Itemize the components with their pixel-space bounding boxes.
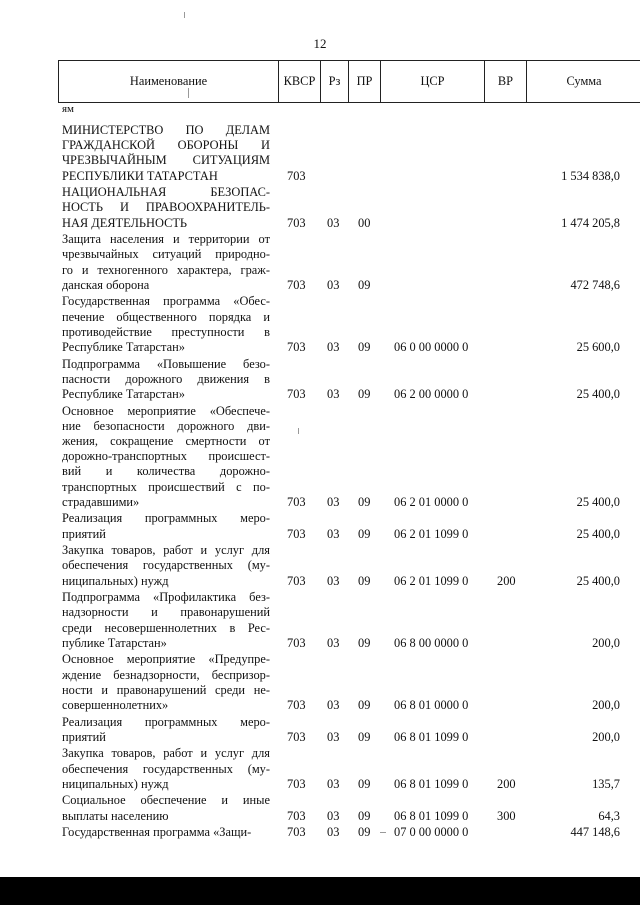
row-name-line: Реализация программных меро- — [62, 511, 270, 526]
row-name-line: Государственная программа «Обес- — [62, 294, 270, 309]
header-name: Наименование — [59, 61, 279, 102]
row-name — [62, 232, 270, 293]
sum-cell: 25 400,0 — [576, 386, 620, 401]
csr-cell: 06 8 00 0000 0 — [394, 635, 469, 650]
csr-cell: 06 0 00 0000 0 — [394, 339, 469, 354]
row-name — [62, 294, 270, 355]
row-name — [62, 746, 270, 792]
row-name-line: приятий — [62, 729, 106, 744]
row-name-line: Социальное обеспечение и иные — [62, 793, 270, 808]
row-name-line: надзорности и правонарушений — [62, 605, 270, 620]
kvsr-cell: 703 — [287, 215, 306, 230]
row-name — [62, 825, 270, 840]
row-name-line: ние безопасности дорожного дви- — [62, 418, 270, 433]
rz-cell: 03 — [327, 339, 340, 354]
row-name-line: ниципальных) нужд — [62, 573, 169, 588]
rz-cell: 03 — [327, 697, 340, 712]
row-name-line: обеспечения государственных (му- — [62, 761, 270, 776]
row-name-line: Основное мероприятие «Обеспече- — [62, 403, 270, 418]
page-number: 12 — [313, 36, 327, 51]
sum-cell: 200,0 — [592, 635, 620, 650]
table-row — [0, 404, 640, 510]
csr-cell: 06 2 01 1099 0 — [394, 526, 469, 541]
pr-cell: 09 — [358, 573, 371, 588]
sum-cell: 64,3 — [598, 808, 620, 823]
vr-cell: 300 — [497, 808, 516, 823]
sum-cell: 200,0 — [592, 729, 620, 744]
vr-cell: 200 — [497, 776, 516, 791]
rz-cell: 03 — [327, 526, 340, 541]
row-name-line: страдавшими» — [62, 494, 140, 509]
row-name-line: жения, сокращение смертности от — [62, 434, 270, 448]
csr-cell: 06 8 01 1099 0 — [394, 808, 469, 823]
row-name-line: МИНИСТЕРСТВО ПО ДЕЛАМ — [62, 123, 270, 137]
row-name-line: Подпрограмма «Профилактика без- — [62, 590, 270, 605]
table-row — [0, 232, 640, 293]
row-name — [62, 652, 270, 713]
pr-cell: 09 — [358, 277, 371, 292]
sum-cell: 25 400,0 — [576, 526, 620, 541]
sum-cell: 25 600,0 — [576, 339, 620, 354]
rz-cell: 03 — [327, 808, 340, 823]
pr-cell: 09 — [358, 697, 371, 712]
table-row — [0, 793, 640, 823]
sum-cell: 25 400,0 — [576, 494, 620, 509]
rz-cell: 03 — [327, 635, 340, 650]
row-name-line: Закупка товаров, работ и услуг для — [62, 543, 270, 558]
csr-cell: 07 0 00 0000 0 — [394, 825, 469, 840]
vr-cell: 200 — [497, 573, 516, 588]
row-name — [62, 715, 270, 745]
table-row — [0, 294, 640, 355]
header-kvsr: КВСР — [279, 61, 321, 102]
row-name-line: ЧРЕЗВЫЧАЙНЫМ СИТУАЦИЯМ — [62, 153, 270, 168]
row-name-line: ждение безнадзорности, беспризор- — [62, 667, 270, 682]
row-name — [62, 357, 270, 403]
row-name-line: ГРАЖДАНСКОЙ ОБОРОНЫ И — [62, 138, 270, 153]
row-name-line: противодействие преступности в — [62, 324, 270, 339]
kvsr-cell: 703 — [287, 808, 306, 823]
row-name — [62, 590, 270, 651]
kvsr-cell: 703 — [287, 825, 306, 840]
row-name-line: вий и количества дорожно- — [62, 464, 270, 479]
row-name-line: Основное мероприятие «Предупре- — [62, 652, 270, 667]
header-sum: Сумма — [566, 74, 602, 88]
rz-cell: 03 — [327, 386, 340, 401]
csr-cell: 06 2 00 0000 0 — [394, 386, 469, 401]
kvsr-cell: 703 — [287, 776, 306, 791]
sum-cell: 472 748,6 — [570, 277, 620, 292]
scan-speck — [298, 428, 299, 434]
row-name — [62, 793, 270, 823]
pr-cell: 00 — [358, 215, 371, 230]
row-name — [62, 123, 270, 184]
kvsr-cell: 703 — [287, 386, 306, 401]
table-row — [0, 185, 640, 231]
row-name-line: Республике Татарстан» — [62, 340, 185, 354]
pr-cell: 09 — [358, 808, 371, 823]
row-name — [62, 543, 270, 589]
sum-cell: 25 400,0 — [576, 573, 620, 588]
header-csr: ЦСР — [381, 61, 485, 102]
table-row-fragment — [0, 103, 640, 117]
fragment-text: ям — [62, 103, 75, 115]
row-name-line: приятий — [62, 526, 106, 541]
row-name-line: го и техногенного характера, граж- — [62, 262, 270, 277]
row-name-line: транспортных происшествий с по- — [62, 479, 270, 494]
row-name-line: публике Татарстан» — [62, 635, 167, 650]
row-name-line: ности и правонарушений среди не- — [62, 682, 270, 697]
rz-cell: 03 — [327, 729, 340, 744]
row-name-line: дорожно-транспортных происшест- — [62, 449, 270, 464]
row-name-line: Закупка товаров, работ и услуг для — [62, 746, 270, 761]
table-row — [0, 123, 640, 184]
row-name — [62, 185, 270, 231]
table-row — [0, 715, 640, 745]
table-row — [0, 652, 640, 713]
kvsr-cell: 703 — [287, 635, 306, 650]
sum-cell: 447 148,6 — [570, 825, 620, 840]
pr-cell: 09 — [358, 339, 371, 354]
row-name-line: РЕСПУБЛИКИ ТАТАРСТАН — [62, 168, 218, 183]
kvsr-cell: 703 — [287, 573, 306, 588]
scan-speck — [188, 88, 189, 98]
csr-cell: 06 2 01 0000 0 — [394, 494, 469, 509]
row-name-line: ниципальных) нужд — [62, 776, 169, 791]
scan-border — [0, 877, 640, 905]
row-name-line: печение общественного порядка и — [62, 309, 270, 324]
csr-cell: 06 2 01 1099 0 — [394, 573, 469, 588]
header-rz: Рз — [321, 61, 349, 102]
row-name-line: данская оборона — [62, 277, 150, 292]
pr-cell: 09 — [358, 386, 371, 401]
scan-speck — [184, 12, 185, 18]
csr-cell: 06 8 01 0000 0 — [394, 697, 469, 712]
row-name-line: Государственная программа «Защи- — [62, 825, 252, 840]
rz-cell: 03 — [327, 776, 340, 791]
sum-cell: 135,7 — [592, 776, 620, 791]
sum-cell: 200,0 — [592, 697, 620, 712]
rz-cell: 03 — [327, 494, 340, 509]
table-row — [0, 825, 640, 840]
row-name-line: НОСТЬ И ПРАВООХРАНИТЕЛЬ- — [62, 200, 270, 215]
table-row — [0, 543, 640, 589]
table-row — [0, 357, 640, 403]
sum-cell: 1 474 205,8 — [561, 215, 620, 230]
pr-cell: 09 — [358, 825, 371, 840]
header-vr: ВР — [485, 61, 527, 102]
table-row — [0, 746, 640, 792]
kvsr-cell: 703 — [287, 526, 306, 541]
table-header — [58, 60, 640, 103]
row-name-line: Реализация программных меро- — [62, 714, 270, 729]
row-name-line: пасности дорожного движения в — [62, 371, 270, 386]
row-name-line: совершеннолетних» — [62, 698, 169, 712]
row-name-line: Защита населения и территории от — [62, 232, 270, 247]
csr-cell: 06 8 01 1099 0 — [394, 776, 469, 791]
row-name-line: НАЯ ДЕЯТЕЛЬНОСТЬ — [62, 215, 188, 230]
pr-cell: 09 — [358, 729, 371, 744]
kvsr-cell: 703 — [287, 168, 306, 183]
pr-cell: 09 — [358, 526, 371, 541]
header-pr: ПР — [349, 61, 381, 102]
table-row — [0, 590, 640, 651]
pr-cell: 09 — [358, 776, 371, 791]
pr-cell: 09 — [358, 635, 371, 650]
row-name-line: выплаты населению — [62, 808, 169, 823]
row-name — [62, 511, 270, 541]
row-name-line: чрезвычайных ситуаций природно- — [62, 247, 270, 262]
kvsr-cell: 703 — [287, 277, 306, 292]
row-name-line: Республике Татарстан» — [62, 387, 185, 401]
row-name-line: Подпрограмма «Повышение безо- — [62, 356, 270, 371]
csr-cell: 06 8 01 1099 0 — [394, 729, 469, 744]
kvsr-cell: 703 — [287, 339, 306, 354]
sum-cell: 1 534 838,0 — [561, 168, 620, 183]
rz-cell: 03 — [327, 825, 340, 840]
row-name-line: НАЦИОНАЛЬНАЯ БЕЗОПАС- — [62, 185, 270, 200]
rz-cell: 03 — [327, 277, 340, 292]
pr-cell: 09 — [358, 494, 371, 509]
kvsr-cell: 703 — [287, 494, 306, 509]
row-name — [62, 404, 270, 510]
kvsr-cell: 703 — [287, 729, 306, 744]
table-row — [0, 511, 640, 541]
kvsr-cell: 703 — [287, 697, 306, 712]
row-name-line: среди несовершеннолетних в Рес- — [62, 620, 270, 635]
rz-cell: 03 — [327, 573, 340, 588]
scan-speck — [380, 832, 386, 833]
rz-cell: 03 — [327, 215, 340, 230]
row-name-line: обеспечения государственных (му- — [62, 558, 270, 573]
